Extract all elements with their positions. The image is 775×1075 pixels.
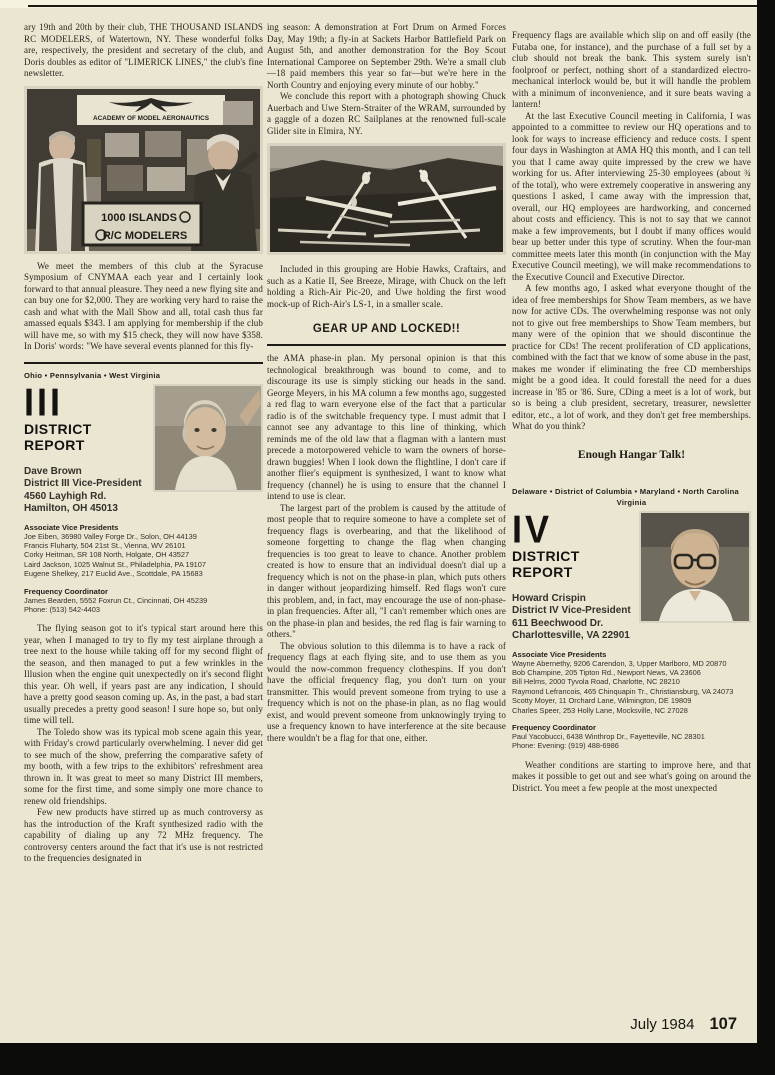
avp-entry: Raymond Lefrancois, 465 Chinquapin Tr., Christiansburg, VA 24073 (512, 686, 734, 696)
paragraph-events: ing season: A demonstration at Fort Drum on Armed Forces Day, May 19th; a fly-in at Sackets Harbor Battlefield Park on August 5th, and another demonstration for the Boy Scout International Camporee on September 29th. We're a small club—18 paid members this year so far—but we're here in the North Country and enjoying every minute of our hobby." (267, 22, 506, 90)
avp-entry: Corky Heitman, SR 108 North, Holgate, OH 43527 (24, 550, 190, 560)
district3-report (24, 371, 263, 865)
avp-entry: Joe Eiben, 36980 Valley Forge Dr., Solon, OH 44139 (24, 531, 197, 541)
fc-entry: Paul Yacobucci, 6438 Winthrop Dr., Fayetteville, NC 28301 (512, 731, 705, 741)
avp-entry: Laird Jackson, 1025 Walnut St., Philadelphia, PA 19107 (24, 559, 207, 569)
officer-name: Dave Brown (24, 465, 82, 477)
paragraph-phase-in: the AMA phase-in plan. My personal opinion is that this technological breakthrough was bound to come, and to discourage its use is simply sticking our heads in the sand. George Meyers, in his MA column a few months ago, suggested a red flag to warn everyone else of the fact that a particular radio is of the switchable frequency type. I must admit that I cannot see any advantage to this line of thinking, which reminds me of the old law that a flagman with a lantern must precede a motorpowered vehicle to warn the owners of horse-drawn buggies! When I look down the flightline, I don't care if another flier's equipment is synthesized, I want to know what frequency (channel) he is using to ensure that the channel I intend to use is clear. (267, 353, 506, 501)
hangar-talk-closing: Enough Hangar Talk! (577, 448, 686, 461)
district3-officer (24, 466, 147, 516)
avp-entry: Bill Helms, 2000 Tyvola Road, Charlotte, NC 28210 (512, 677, 680, 687)
page-top-rule (28, 5, 757, 7)
section-divider (24, 362, 263, 364)
page-number: 107 (709, 1015, 737, 1033)
column-left (24, 22, 263, 865)
fc-entry: James Bearden, 5552 Foxrun Ct., Cincinnati, OH 45239 (24, 595, 208, 605)
district3-avp-heading: Associate Vice Presidents (24, 522, 119, 532)
district4-title: DISTRICT REPORT (512, 547, 580, 580)
page-footer (630, 1015, 737, 1034)
magazine-page (0, 8, 757, 1043)
paragraph-toledo-show: The Toledo show was its typical mob scene again this year, with Friday's crowd particularly overwhelming. I never did get to see much of the show, preferring the comparative safety of my booth, with a few trips to the exhibitors' refreshment area thrown in. It was great to meet so many District III members, some for the first time, and some simply one more chance to renew old friendships. (24, 726, 263, 806)
district4-region-line1: Delaware • District of Columbia • Maryland • North Carolina (512, 486, 739, 496)
district3-title: DISTRICT REPORT (24, 420, 92, 453)
district4-region-line2: Virginia (616, 497, 647, 507)
column-right (512, 30, 751, 794)
district3-number: III (24, 379, 64, 424)
fc-phone: Phone: (513) 542-4403 (24, 604, 101, 614)
district4-fc-heading: Frequency Coordinator (512, 722, 596, 732)
district4-report (512, 487, 751, 795)
club-sign-line1: 1000 ISLANDS (101, 211, 177, 224)
avp-entry: Bob Champine, 205 Tipton Rd., Newport News, VA 23606 (512, 667, 701, 677)
officer-name: Howard Crispin (512, 592, 586, 604)
paragraph-syracuse: We meet the members of this club at the Syracuse Symposium of CNYMAA each year and I certainly look forward to that annual pleasure. They need a new flying site and can buy one for $2,000. They are working very hard to raise the cash and what with the Mall Show and all, total cash thus far amassed equals $343. I am applying for membership if the club will have me, so with my $15 check, they will now have $358. In Doris' words: "We have several events planned for this fly- (24, 260, 263, 351)
avp-entry: Francis Fluharty, 504 21st St., Vienna, WV 26101 (24, 540, 186, 550)
officer-address1: 611 Beechwood Dr. (512, 617, 604, 629)
paragraph-kraft-radio: Few new products have stirred up as much controversy as has the introduction of the Kraft synthesized radio with the capability of dialing up any 72 MHz frequency. The controversy centers around the fact that it's use is not restricted to the frequencies designated in (24, 807, 263, 864)
gear-up-slogan: GEAR UP AND LOCKED!! (312, 323, 461, 335)
district3-fc-heading: Frequency Coordinator (24, 586, 108, 596)
officer-role: District III Vice-President (24, 478, 142, 489)
officer-address2: Charlottesville, VA 22901 (512, 630, 630, 641)
paragraph-photo-intro: We conclude this report with a photograph showing Chuck Auerbach and Uwe Stern-Straiter of the WRAM, surrounded by a gaggle of a dozen RC Sailplanes at the renowned full-scale Glider site in Elmira, NY. (267, 91, 506, 136)
district4-avp-heading: Associate Vice Presidents (512, 649, 607, 659)
paragraph-weather: Weather conditions are starting to improve here, and that makes it possible to get out and see what's going on around the District. You meet a few people at the most unexpected (512, 759, 751, 793)
paragraph-council-meeting: At the last Executive Council meeting in California, I was appointed to a committee to review our HQ operations and to look for ways to increase efficiency and reduce costs. I spent four days in Washington at AMA HQ this month, and I can tell you that I came away quite impressed by the crew we have working for us. After interviewing 25-30 employees (about ¾ of the total), who were extremely cooperative in answering any questions I asked, I came away with the impression that, overall, our HQ employees are hardworking, and concerned about costs and efficiency. This is not to say that we cannot make a few improvements, but I doubt if many offices would bear up better under this type of scrutiny. When the four-man committee meets later this month (in conjunction with the May Executive Council meeting), we will make recommendations to the Executive Council and Executive Director. (512, 110, 751, 282)
officer-role: District IV Vice-President (512, 605, 631, 616)
club-sign-line2: R/C MODELERS (102, 229, 188, 242)
sailplanes-photo (267, 143, 506, 255)
district4-number: IV (512, 506, 553, 551)
district4-officer (512, 593, 633, 643)
fc-phone: Phone: Evening: (919) 488-6986 (512, 741, 619, 751)
dave-brown-portrait (153, 384, 263, 492)
photo-caption: Included in this grouping are Hobie Hawks, Craftairs, and such as a Katie II, See Breeze, Mirage, with Chuck on the left holding a Rich-Air Pic-20, and Uwe holding the first wood mock-up of Rich-Air's LS-1, in a smaller scale. (267, 264, 506, 309)
issue-date: July 1984 (630, 1016, 695, 1033)
avp-entry: Scotty Moyer, 11 Orchard Lane, Wilmington, DE 19809 (512, 696, 692, 706)
paragraph-flying-season: The flying season got to it's typical start around here this year, when I managed to try to fly my test airplane through a tree next to the house while taking off for my second flight of the season, and then managed to put a few wrinkles in the Illusion when the engine quit unexpectedly on it's second flight this year. Oh well, if years past are any indication, I should have a pretty good season coming up. As, in the past, a bad start usually precedes a pretty good season! I sure hope so, but only time will tell. (24, 623, 263, 726)
avp-entry: Eugene Shelkey, 217 Euclid Ave., Scottdale, PA 15683 (24, 569, 203, 579)
club-display-photo (24, 86, 263, 254)
paragraph-club-intro: ary 19th and 20th by their club, THE THOUSAND ISLANDS RC MODELERS, of Watertown, NY. These wonderful folks are, respectively, the president and secretary of the club, and Doris doubles as editor of "LIMERICK LINES," the club's fine newsletter. (24, 22, 263, 78)
avp-entry: Wayne Abernethy, 9206 Carendon, 3, Upper Marlboro, MD 20870 (512, 658, 727, 668)
paragraph-flag-solution: The obvious solution to this dilemma is to have a rack of frequency flags at each flying site, and to use them as you would the now-common frequency clothespins. If you don't have the official frequency flag, you don't turn on your transmitter. This would prevent someone from trying to use a frequency which is not on the phase-in plan, as no flag would exist, and would prevent someone from unknowingly trying to use a frequency known to have interference at the site because there wouldn't be a flag for that one, either. (267, 640, 506, 743)
district3-region: Ohio • Pennsylvania • West Virginia (24, 370, 161, 380)
section-divider (267, 344, 506, 346)
howard-crispin-portrait (639, 511, 751, 623)
paragraph-flag-problem: The largest part of the problem is caused by the attitude of most people that to require someone to have a complete set of frequency flags is overbearing, and that the likelihood of someone forgetting to change the flag when changing frequencies is too great to leave to chance. Another problem created is how to ensure that an individual doesn't dial up a frequency which is not on the phase-in plan, which puts others in danger without jeopardizing himself. Red flags won't cure this problem, and, in fact, may encourage the use of non-phase-in plan frequencies. After all, "I can't remember which ones are on the phase-in plan and besides, the red flag is fair warning to others." (267, 502, 506, 639)
paragraph-frequency-flags: Frequency flags are available which slip on and off easily (the Futaba one, for instance), and the purchase of a full set by a club should not break the bank. This system surely isn't foolproof or perfect, nothing short of a standardized electro-mechanical interlock would be, but it will handle the problem with a minimum of inconvenience, and it sure beats waving a lantern! (512, 30, 751, 109)
officer-address2: Hamilton, OH 45013 (24, 503, 118, 514)
ama-banner-text: ACADEMY OF MODEL AERONAUTICS (93, 114, 209, 122)
avp-entry: Charles Speer, 253 Holly Lane, Mocksville, NC 27028 (512, 705, 688, 715)
officer-address1: 4560 Layhigh Rd. (24, 490, 107, 502)
paragraph-free-memberships: A few months ago, I asked what everyone thought of the idea of free memberships for Show Team members, as we have now for active CDs. The overwhelming response was not only not to give out free memberships to Show Team members, but many were of the opinion that we should discontinue the practice for CDs! The recent proliferation of CD applications, combined with the fact that we know of some abuse in the past, makes me wonder if eliminating the free CD memberships might be a good idea. It could forestall the need for a dues increase in '85 or '86. Sure, CDing a meet is a lot of work, but so is being a club president, secretary, treasurer, newsletter editor, etc., a lot of work, and they don't get free memberships. What do you think? (512, 283, 751, 431)
column-middle (267, 22, 506, 744)
